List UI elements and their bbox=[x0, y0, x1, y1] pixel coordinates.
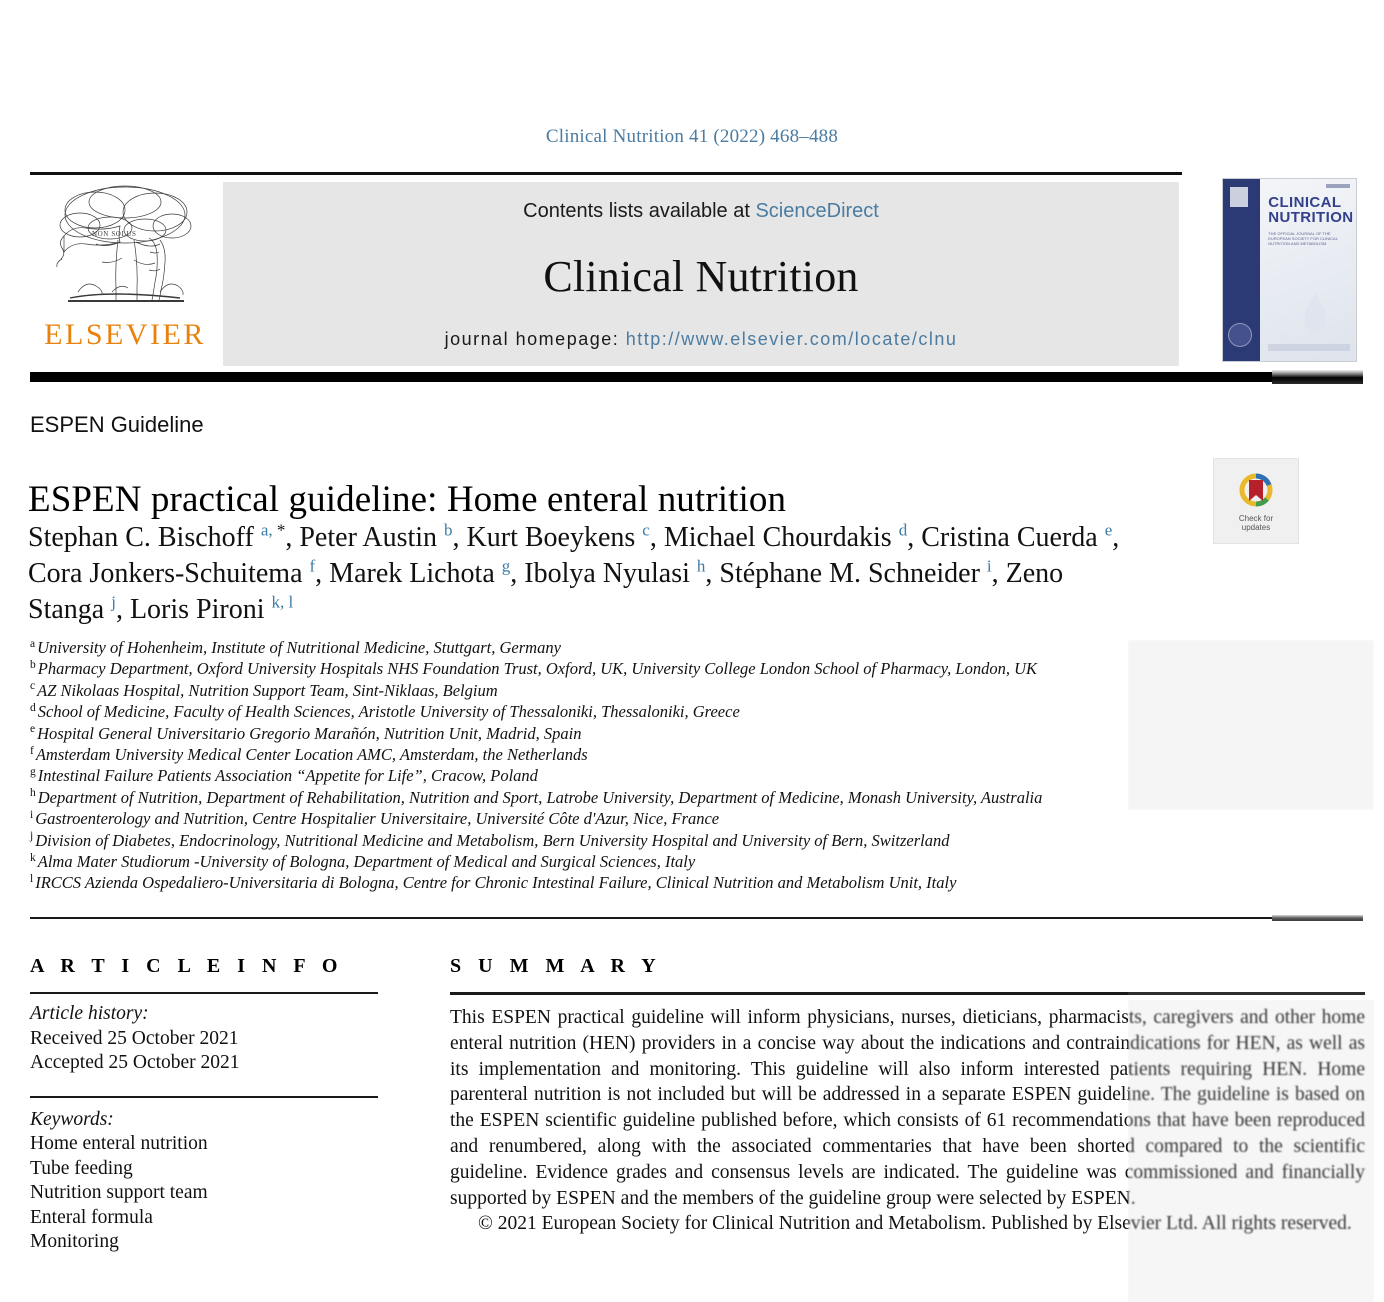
author-separator: , bbox=[991, 558, 1006, 589]
author-separator: , bbox=[115, 594, 130, 625]
affiliation-item bbox=[30, 723, 1370, 744]
article-history-block bbox=[30, 994, 410, 1076]
contents-list-line bbox=[523, 200, 879, 223]
author-separator: , bbox=[705, 558, 720, 589]
crossmark-icon bbox=[1236, 471, 1276, 511]
author-affiliation-mark: a, * bbox=[260, 520, 286, 540]
cover-title-line2: NUTRITION bbox=[1268, 209, 1354, 226]
masthead-bottom-rule-cap bbox=[1272, 370, 1363, 384]
affiliation-key: e bbox=[30, 723, 36, 736]
crossmark-label bbox=[1239, 514, 1273, 532]
crossmark-label-line1: Check for bbox=[1238, 513, 1274, 523]
summary-copyright: © 2021 European Society for Clinical Nutrition and Metabolism. Published by Elsevier Ltd. All rights reserved. bbox=[478, 1213, 1352, 1235]
masthead-bottom-rule bbox=[30, 372, 1272, 382]
affiliation-text: Gastroenterology and Nutrition, Centre Hospitalier Universitaire, Université Côte d'Azur, Nice, France bbox=[35, 809, 720, 829]
affiliation-key: a bbox=[30, 637, 36, 650]
affiliation-key: f bbox=[30, 744, 34, 757]
cover-spine bbox=[1223, 179, 1260, 361]
affiliation-text: Alma Mater Studiorum -University of Bologna, Department of Medical and Surgical Sciences, Italy bbox=[37, 852, 696, 872]
author-name: Ibolya Nyulasi bbox=[524, 558, 697, 589]
article-type-label: ESPEN Guideline bbox=[30, 412, 204, 437]
author-affiliation-mark: b bbox=[444, 520, 453, 540]
keywords-rule bbox=[30, 1096, 378, 1098]
homepage-prefix: journal homepage: bbox=[444, 329, 626, 349]
affiliation-item bbox=[30, 744, 1370, 765]
keyword-item: Enteral formula bbox=[30, 1206, 153, 1228]
author-name: Zeno Stanga bbox=[28, 558, 1064, 625]
author-name: Loris Pironi bbox=[129, 594, 272, 625]
cover-title-line1: CLINICAL bbox=[1268, 194, 1342, 211]
author-affiliation-mark: d bbox=[898, 520, 908, 540]
journal-cover-image bbox=[1222, 178, 1357, 362]
author-separator: , bbox=[907, 522, 922, 553]
article-accepted-date: Accepted 25 October 2021 bbox=[30, 1052, 240, 1073]
keywords-block bbox=[30, 1100, 410, 1255]
summary-body bbox=[450, 995, 1365, 1237]
affiliation-item bbox=[30, 830, 1370, 851]
crossmark-badge[interactable] bbox=[1213, 458, 1299, 544]
keywords-list bbox=[30, 1132, 410, 1255]
cover-spine-logo bbox=[1230, 187, 1248, 207]
elsevier-tree-icon bbox=[50, 180, 200, 317]
affiliation-item bbox=[30, 680, 1370, 701]
affiliation-item bbox=[30, 787, 1370, 808]
author-affiliation-mark: i bbox=[986, 556, 992, 576]
summary-paragraph: This ESPEN practical guideline will inform physicians, nurses, dieticians, pharmacists, caregivers and other home enteral nutrition (HEN) providers in a concise way about the indications and contraindications for HEN, as well as its implementation and monitoring. This guideline will also inform interested patients requiring HEN. Home parenteral nutrition is not included but will be addressed in a separate ESPEN guideline. The guideline is based on the ESPEN scientific guideline published before, which consists of 61 recommendations that have been reproduced and renumbered, along with the associated commentaries that have been shorted compared to the scientific guideline. Evidence grades and consensus levels are indicated. The guideline was commissioned and financially supported by ESPEN and the members of the guideline group were selected by ESPEN. bbox=[450, 1007, 1365, 1209]
affiliation-text: Division of Diabetes, Endocrinology, Nutritional Medicine and Metabolism, Bern University Hospital and University of Bern, Switzerland bbox=[35, 830, 950, 850]
affiliation-key: d bbox=[30, 701, 36, 714]
author-affiliation-mark: e bbox=[1104, 520, 1113, 540]
cover-front bbox=[1260, 179, 1356, 361]
article-received-date: Received 25 October 2021 bbox=[30, 1027, 239, 1049]
summary-column bbox=[450, 955, 1365, 1237]
cover-subtitle: THE OFFICIAL JOURNAL OF THE EUROPEAN SOCIETY FOR CLINICAL NUTRITION AND METABOLISM bbox=[1268, 231, 1338, 246]
author-separator: , bbox=[510, 558, 525, 589]
affiliation-item bbox=[30, 808, 1370, 829]
sciencedirect-link[interactable]: ScienceDirect bbox=[755, 200, 879, 222]
author-name: Kurt Boeykens bbox=[466, 522, 643, 553]
author-name: Michael Chourdakis bbox=[663, 522, 899, 553]
affiliation-text: School of Medicine, Faculty of Health Sciences, Aristotle University of Thessaloniki, Thessaloniki, Greece bbox=[37, 702, 740, 722]
summary-heading: S U M M A R Y bbox=[450, 955, 662, 977]
journal-header-panel bbox=[223, 182, 1179, 366]
journal-masthead bbox=[30, 172, 1363, 377]
cover-issue-mark bbox=[1326, 184, 1350, 188]
keyword-item: Tube feeding bbox=[30, 1157, 133, 1179]
affiliation-text: AZ Nikolaas Hospital, Nutrition Support Team, Sint-Niklaas, Belgium bbox=[37, 680, 498, 700]
author-affiliation-mark: c bbox=[642, 520, 650, 540]
affiliation-item bbox=[30, 765, 1370, 786]
section-divider-rule bbox=[30, 917, 1272, 919]
affiliation-key: c bbox=[30, 680, 36, 693]
author-affiliation-mark: k, l bbox=[271, 592, 294, 612]
elsevier-wordmark: ELSEVIER bbox=[44, 318, 206, 351]
affiliation-text: Department of Nutrition, Department of Rehabilitation, Nutrition and Sport, Latrobe University, Department of Medicine, Monash University, Australia bbox=[37, 787, 1043, 807]
affiliation-text: University of Hohenheim, Institute of Nutritional Medicine, Stuttgart, Germany bbox=[37, 638, 561, 657]
cover-spine-seal-icon bbox=[1228, 323, 1252, 347]
section-divider-rule-cap bbox=[1272, 915, 1363, 921]
article-info-heading: A R T I C L E I N F O bbox=[30, 955, 344, 977]
author-name: Cora Jonkers-Schuitema bbox=[28, 558, 310, 589]
affiliation-text: Pharmacy Department, Oxford University Hospitals NHS Foundation Trust, Oxford, UK, University College London School of Pharmacy, London, UK bbox=[37, 659, 1038, 679]
contents-prefix: Contents lists available at bbox=[523, 200, 756, 222]
author-separator: , bbox=[285, 522, 300, 553]
cover-droplet-graphic bbox=[1300, 293, 1330, 335]
author-affiliation-mark: f bbox=[309, 556, 316, 576]
affiliation-text: Amsterdam University Medical Center Location AMC, Amsterdam, the Netherlands bbox=[35, 745, 588, 765]
cover-footer-band bbox=[1268, 344, 1350, 351]
author-list bbox=[28, 520, 1138, 628]
author-separator: , bbox=[452, 522, 467, 553]
author-separator: , bbox=[649, 522, 664, 553]
author-name: Stéphane M. Schneider bbox=[719, 558, 987, 589]
affiliation-text: IRCCS Azienda Ospedaliero-Universitaria di Bologna, Centre for Chronic Intestinal Failure, Clinical Nutrition and Metabolism Unit, Italy bbox=[35, 873, 957, 893]
masthead-top-rule bbox=[30, 172, 1182, 175]
author-name: Peter Austin bbox=[299, 522, 445, 553]
affiliation-list bbox=[30, 637, 1370, 894]
journal-cover-thumbnail bbox=[1216, 172, 1363, 368]
author-separator: , bbox=[315, 558, 330, 589]
svg-text:NON SOLUS: NON SOLUS bbox=[92, 230, 137, 238]
author-affiliation-mark: g bbox=[501, 556, 511, 576]
running-head: Clinical Nutrition 41 (2022) 468–488 bbox=[545, 126, 839, 147]
author-affiliation-mark: j bbox=[111, 592, 116, 612]
affiliation-item bbox=[30, 701, 1370, 722]
affiliation-item bbox=[30, 637, 1370, 658]
journal-homepage-link[interactable]: http://www.elsevier.com/locate/clnu bbox=[625, 329, 958, 349]
affiliation-key: b bbox=[30, 658, 36, 671]
affiliation-key: h bbox=[30, 787, 36, 800]
article-history-label: Article history: bbox=[30, 1003, 149, 1024]
cover-title bbox=[1268, 194, 1354, 226]
author-affiliation-mark: h bbox=[696, 556, 706, 576]
affiliation-text: Intestinal Failure Patients Association “Appetite for Life”, Cracow, Poland bbox=[37, 766, 538, 786]
affiliation-text: Hospital General Universitario Gregorio Marañón, Nutrition Unit, Madrid, Spain bbox=[37, 723, 582, 743]
article-title: ESPEN practical guideline: Home enteral nutrition bbox=[28, 478, 787, 520]
keyword-item: Monitoring bbox=[30, 1231, 119, 1252]
article-info-column bbox=[30, 955, 410, 1255]
affiliation-key: i bbox=[30, 808, 34, 821]
author-name: Marek Lichota bbox=[329, 558, 502, 589]
affiliation-key: k bbox=[30, 851, 36, 864]
journal-title: Clinical Nutrition bbox=[543, 252, 859, 301]
keywords-label: Keywords: bbox=[30, 1108, 114, 1130]
author-name: Cristina Cuerda bbox=[921, 522, 1105, 553]
affiliation-item bbox=[30, 658, 1370, 679]
affiliation-key: l bbox=[30, 872, 34, 885]
keyword-item: Nutrition support team bbox=[30, 1182, 208, 1203]
affiliation-item bbox=[30, 872, 1370, 893]
journal-homepage-line bbox=[445, 329, 958, 350]
affiliation-key: g bbox=[30, 765, 36, 778]
author-separator: , bbox=[1112, 522, 1120, 553]
keyword-item: Home enteral nutrition bbox=[30, 1133, 208, 1154]
affiliation-key: j bbox=[30, 830, 34, 843]
author-name: Stephan C. Bischoff bbox=[28, 522, 261, 553]
elsevier-logo bbox=[30, 180, 220, 366]
crossmark-label-line2: updates bbox=[1241, 522, 1271, 532]
affiliation-item bbox=[30, 851, 1370, 872]
